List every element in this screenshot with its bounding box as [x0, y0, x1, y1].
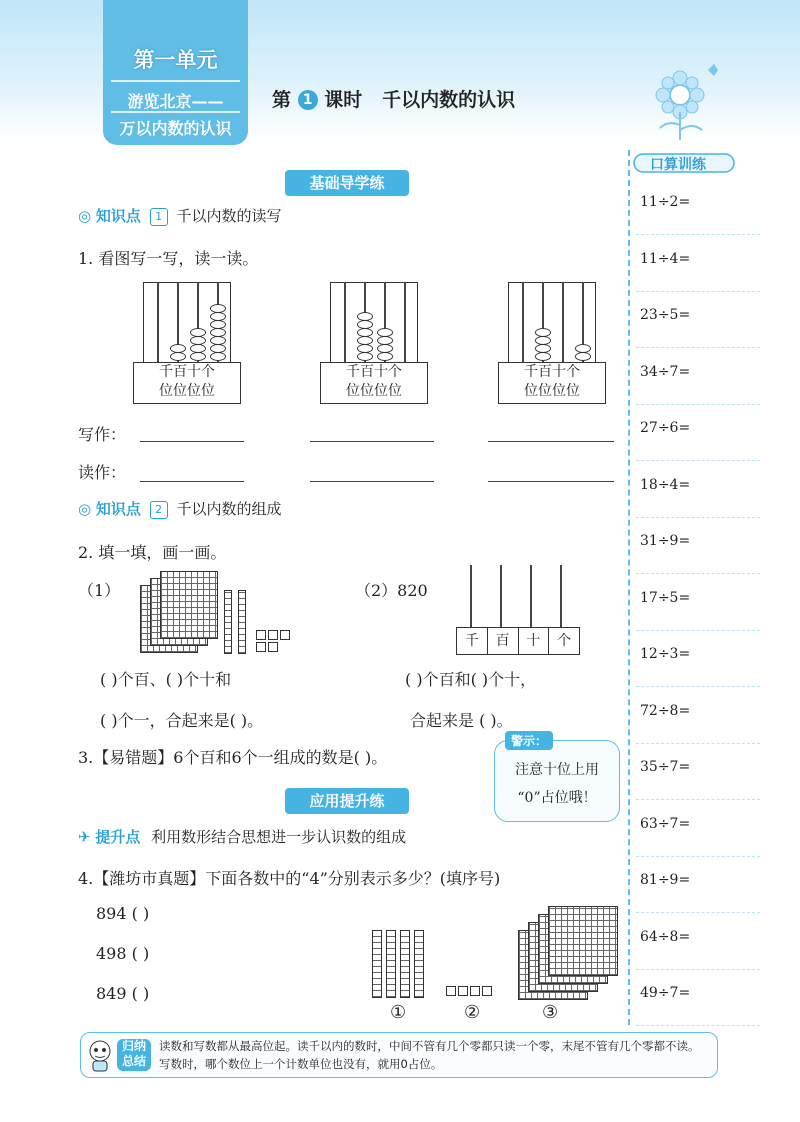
ten-stick — [372, 930, 382, 998]
lesson-prefix: 第 — [272, 89, 292, 111]
unit-cube — [470, 986, 480, 996]
oral-item: 72÷8= — [640, 702, 691, 719]
target-icon: ◎ — [78, 207, 92, 225]
abacus-rod — [500, 565, 502, 627]
place-units: 位位位位 — [524, 383, 580, 399]
write-answer-line-3[interactable] — [488, 440, 614, 442]
oral-divider — [636, 234, 760, 235]
unit-cube — [268, 642, 278, 652]
oral-divider — [636, 630, 760, 631]
q4-item-3: 849 ( ) — [96, 984, 150, 1003]
lesson-title — [272, 85, 515, 112]
kp1-text: 千以内数的读写 — [176, 207, 282, 225]
abacus-rod — [560, 565, 562, 627]
ten-stick — [414, 930, 424, 998]
q2-part-1-label: （1） — [78, 581, 121, 600]
hundred-block — [548, 906, 618, 976]
tip-line-1: 注意十位上用 — [515, 762, 599, 778]
tip-line-2: “0”占位哦！ — [517, 790, 597, 806]
kp3-tag: 提升点 — [95, 828, 141, 846]
abacus-1 — [133, 282, 239, 402]
oral-item: 23÷5= — [640, 307, 691, 323]
oral-item: 12÷3= — [640, 646, 691, 662]
question-1: 1. 看图写一写，读一读。 — [78, 249, 259, 268]
oral-item: 81÷9= — [640, 872, 691, 888]
oral-divider — [636, 517, 760, 518]
oral-item: 31÷9= — [640, 533, 691, 549]
oral-divider — [636, 969, 760, 970]
unit-cube — [256, 642, 266, 652]
unit-subtitle-1: 游览北京—— — [127, 92, 224, 111]
oral-item: 27÷6= — [640, 420, 691, 436]
ten-stick — [386, 930, 396, 998]
kp2-text: 千以内数的组成 — [176, 500, 282, 518]
oral-item: 34÷7= — [640, 363, 691, 380]
oral-header — [632, 148, 760, 176]
place-names: 千百十个 — [159, 364, 215, 380]
bead — [357, 352, 373, 361]
unit-box — [103, 0, 248, 145]
summary-label-1: 归纳 — [121, 1039, 146, 1053]
place-cell: 百 — [488, 628, 519, 654]
q2-part-1-line-1: ( )个百、( )个十和 — [100, 670, 232, 689]
oral-column-divider — [628, 150, 634, 1025]
oral-item: 35÷7= — [640, 759, 691, 775]
bead — [575, 352, 591, 361]
ten-stick — [400, 930, 410, 998]
ten-stick — [238, 590, 246, 654]
unit-cube — [256, 630, 266, 640]
lesson-name: 千以内数的认识 — [382, 89, 516, 111]
place-units: 位位位位 — [346, 383, 402, 399]
q2-part-1-line-2: ( )个一，合起来是( )。 — [100, 711, 264, 730]
tip-box — [494, 734, 620, 822]
q2-part-2-label: （2）820 — [355, 581, 428, 600]
unit-cube — [446, 986, 456, 996]
write-label: 写作： — [78, 425, 127, 444]
abacus-rod — [344, 282, 346, 362]
oral-divider — [636, 912, 760, 913]
oral-divider — [636, 291, 760, 292]
section-basic-title: 基础导学练 — [309, 174, 385, 192]
unit-title: 第一单元 — [133, 48, 218, 72]
divider — [111, 111, 240, 113]
figure-label-2: ② — [464, 1002, 481, 1023]
knowledge-point-1 — [78, 205, 281, 226]
oral-item: 64÷8= — [640, 928, 691, 945]
oral-item: 11÷4= — [640, 250, 691, 267]
place-units: 位位位位 — [159, 383, 215, 399]
oral-divider — [636, 404, 760, 405]
unit-subtitle-2: 万以内数的认识 — [119, 119, 232, 138]
q2-part-2-line-1: ( )个百和( )个十， — [405, 670, 537, 689]
unit-cube — [458, 986, 468, 996]
read-answer-line-2[interactable] — [310, 480, 434, 482]
divider — [111, 80, 240, 82]
place-cell: 千 — [457, 628, 488, 654]
bead — [190, 352, 206, 361]
abacus-place-box — [133, 362, 241, 404]
write-answer-line-2[interactable] — [310, 440, 434, 442]
abacus-rod — [404, 282, 406, 362]
oral-item: 18÷4= — [640, 476, 691, 493]
bead — [170, 352, 186, 361]
place-cell: 十 — [519, 628, 550, 654]
kp1-tag: 知识点 — [95, 207, 141, 225]
section-apply-title: 应用提升练 — [309, 792, 385, 810]
unit-cube — [482, 986, 492, 996]
question-2: 2. 填一填，画一画。 — [78, 543, 227, 562]
kp3-text: 利用数形结合思想进一步认识数的组成 — [151, 828, 407, 846]
section-apply-banner — [285, 788, 409, 814]
abacus-rod — [470, 565, 472, 627]
summary-box — [80, 1032, 718, 1078]
hundred-block — [160, 571, 218, 639]
ten-stick — [224, 590, 232, 654]
q4-item-2: 498 ( ) — [96, 944, 150, 963]
summary-text: 读数和写数都从最高位起。读千以内的数时，中间不管有几个零都只读一个零，末尾不管有几个零都不读。写数时，哪个数位上一个计数单位也没有，就用0占位。 — [159, 1039, 700, 1071]
summary-label-2: 总结 — [121, 1054, 146, 1068]
kp2-number: 2 — [150, 501, 168, 519]
section-basic-banner — [285, 170, 409, 196]
improvement-point — [78, 826, 406, 847]
abacus-rod — [530, 565, 532, 627]
q4-item-1: 894 ( ) — [96, 904, 150, 923]
oral-item: 49÷7= — [640, 985, 691, 1001]
read-label: 读作： — [78, 463, 127, 482]
oral-title: 口算训练 — [650, 157, 706, 173]
lesson-suffix: 课时 — [324, 89, 363, 111]
mascot-icon — [85, 1039, 115, 1073]
bead — [210, 352, 226, 361]
bead — [535, 352, 551, 361]
oral-item: 17÷5= — [640, 589, 691, 606]
place-row — [456, 627, 580, 655]
figure-label-3: ③ — [542, 1002, 559, 1023]
abacus-2 — [320, 282, 426, 402]
kp1-number: 1 — [150, 208, 168, 226]
lesson-number: 1 — [298, 90, 318, 110]
target-icon: ◎ — [78, 500, 92, 518]
abacus-rod — [157, 282, 159, 362]
abacus-place-box — [498, 362, 606, 404]
bead — [377, 352, 393, 361]
oral-divider — [636, 1025, 760, 1026]
knowledge-point-2 — [78, 498, 281, 519]
unit-cube — [280, 630, 290, 640]
kp2-tag: 知识点 — [95, 500, 141, 518]
read-answer-line-3[interactable] — [488, 480, 614, 482]
oral-divider — [636, 743, 760, 744]
question-4: 4.【潍坊市真题】下面各数中的“4”分别表示多少？(填序号) — [78, 869, 501, 888]
abacus-rod — [562, 282, 564, 362]
blank-abacus — [456, 565, 580, 655]
oral-divider — [636, 460, 760, 461]
figure-label-1: ① — [390, 1002, 407, 1023]
abacus-rod — [522, 282, 524, 362]
place-names: 千百十个 — [524, 364, 580, 380]
oral-divider — [636, 347, 760, 348]
tip-title: 警示： — [505, 731, 553, 750]
flower-icon — [630, 60, 730, 140]
unit-cube — [268, 630, 278, 640]
read-answer-line-1[interactable] — [140, 480, 244, 482]
oral-divider — [636, 799, 760, 800]
q2-part-2-line-2: 合起来是 ( )。 — [410, 711, 513, 730]
abacus-3 — [498, 282, 604, 402]
place-cell: 个 — [557, 633, 572, 649]
place-names: 千百十个 — [346, 364, 402, 380]
oral-divider — [636, 686, 760, 687]
question-3: 3.【易错题】6个百和6个一组成的数是( )。 — [78, 748, 388, 767]
oral-item: 11÷2= — [640, 194, 691, 210]
abacus-place-box — [320, 362, 428, 404]
write-answer-line-1[interactable] — [140, 440, 244, 442]
oral-item: 63÷7= — [640, 815, 691, 832]
oral-divider — [636, 856, 760, 857]
plane-icon: ✈ — [78, 828, 91, 846]
summary-label — [117, 1039, 151, 1071]
oral-divider — [636, 573, 760, 574]
